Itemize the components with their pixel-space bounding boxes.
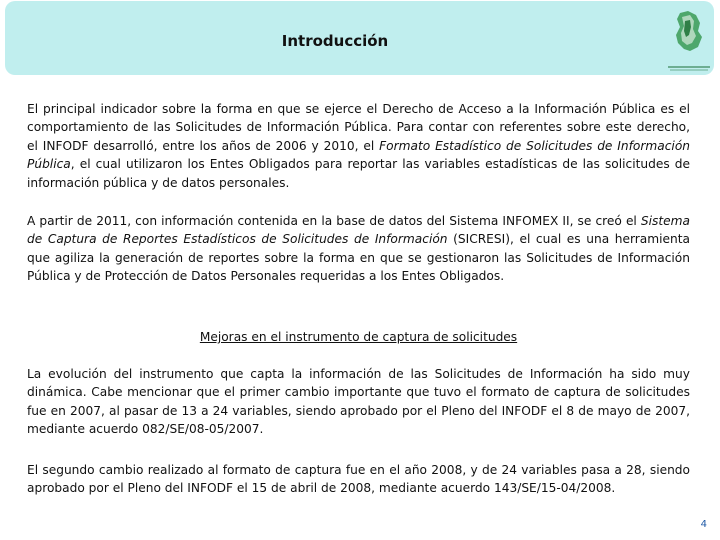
page-number: 4 <box>700 519 707 530</box>
paragraph-1 <box>27 100 690 192</box>
paragraph-1-italic: Formato Estadístico de Solicitudes de Información Pública <box>27 138 690 172</box>
section-heading: Mejoras en el instrumento de captura de solicitudes <box>199 330 518 344</box>
header-banner <box>5 1 714 75</box>
paragraph-2-italic: Sistema de Captura de Reportes Estadísticos de Solicitudes de Información <box>27 214 690 247</box>
paragraph-1-text-b: , el cual utilizaron los Entes Obligados para reportar las variables estadísticas de las solicitudes de información pública y de datos personales. <box>27 157 690 190</box>
logo-icon <box>660 9 718 73</box>
paragraph-2-text-a: A partir de 2011, con información contenida en la base de datos del Sistema INFOMEX II, se creó el <box>27 214 641 228</box>
page-title: Introducción <box>281 32 389 50</box>
paragraph-1-text-a: El principal indicador sobre la forma en que se ejerce el Derecho de Acceso a la Información Pública es el comportamiento de las Solicitudes de Información Pública. Para contar con referentes sobre este derecho, el INFODF desarrolló, entre los años de 2006 y 2010, el <box>27 102 690 153</box>
paragraph-3: La evolución del instrumento que capta la información de las Solicitudes de Información ha sido muy dinámica. Cabe mencionar que el primer cambio importante que tuvo el formato de captura de solicitudes fue en 2007, al pasar de 13 a 24 variables, siendo aprobado por el Pleno del INFODF el 8 de mayo de 2007, mediante acuerdo 082/SE/08-05/2007. <box>27 367 690 437</box>
paragraph-4: El segundo cambio realizado al formato de captura fue en el año 2008, y de 24 variables pasa a 28, siendo aprobado por el Pleno del INFODF el 15 de abril de 2008, mediante acuerdo 143/SE/15-04/2008. <box>27 463 690 496</box>
paragraph-2-text-b: (SICRESI), el cual es una herramienta que agiliza la generación de reportes sobre la forma en que se gestionaron las Solicitudes de Información Pública y de Protección de Datos Personales requeridas a los Entes Obligados. <box>27 232 691 284</box>
paragraph-2 <box>27 212 690 286</box>
institution-logo <box>660 9 718 73</box>
